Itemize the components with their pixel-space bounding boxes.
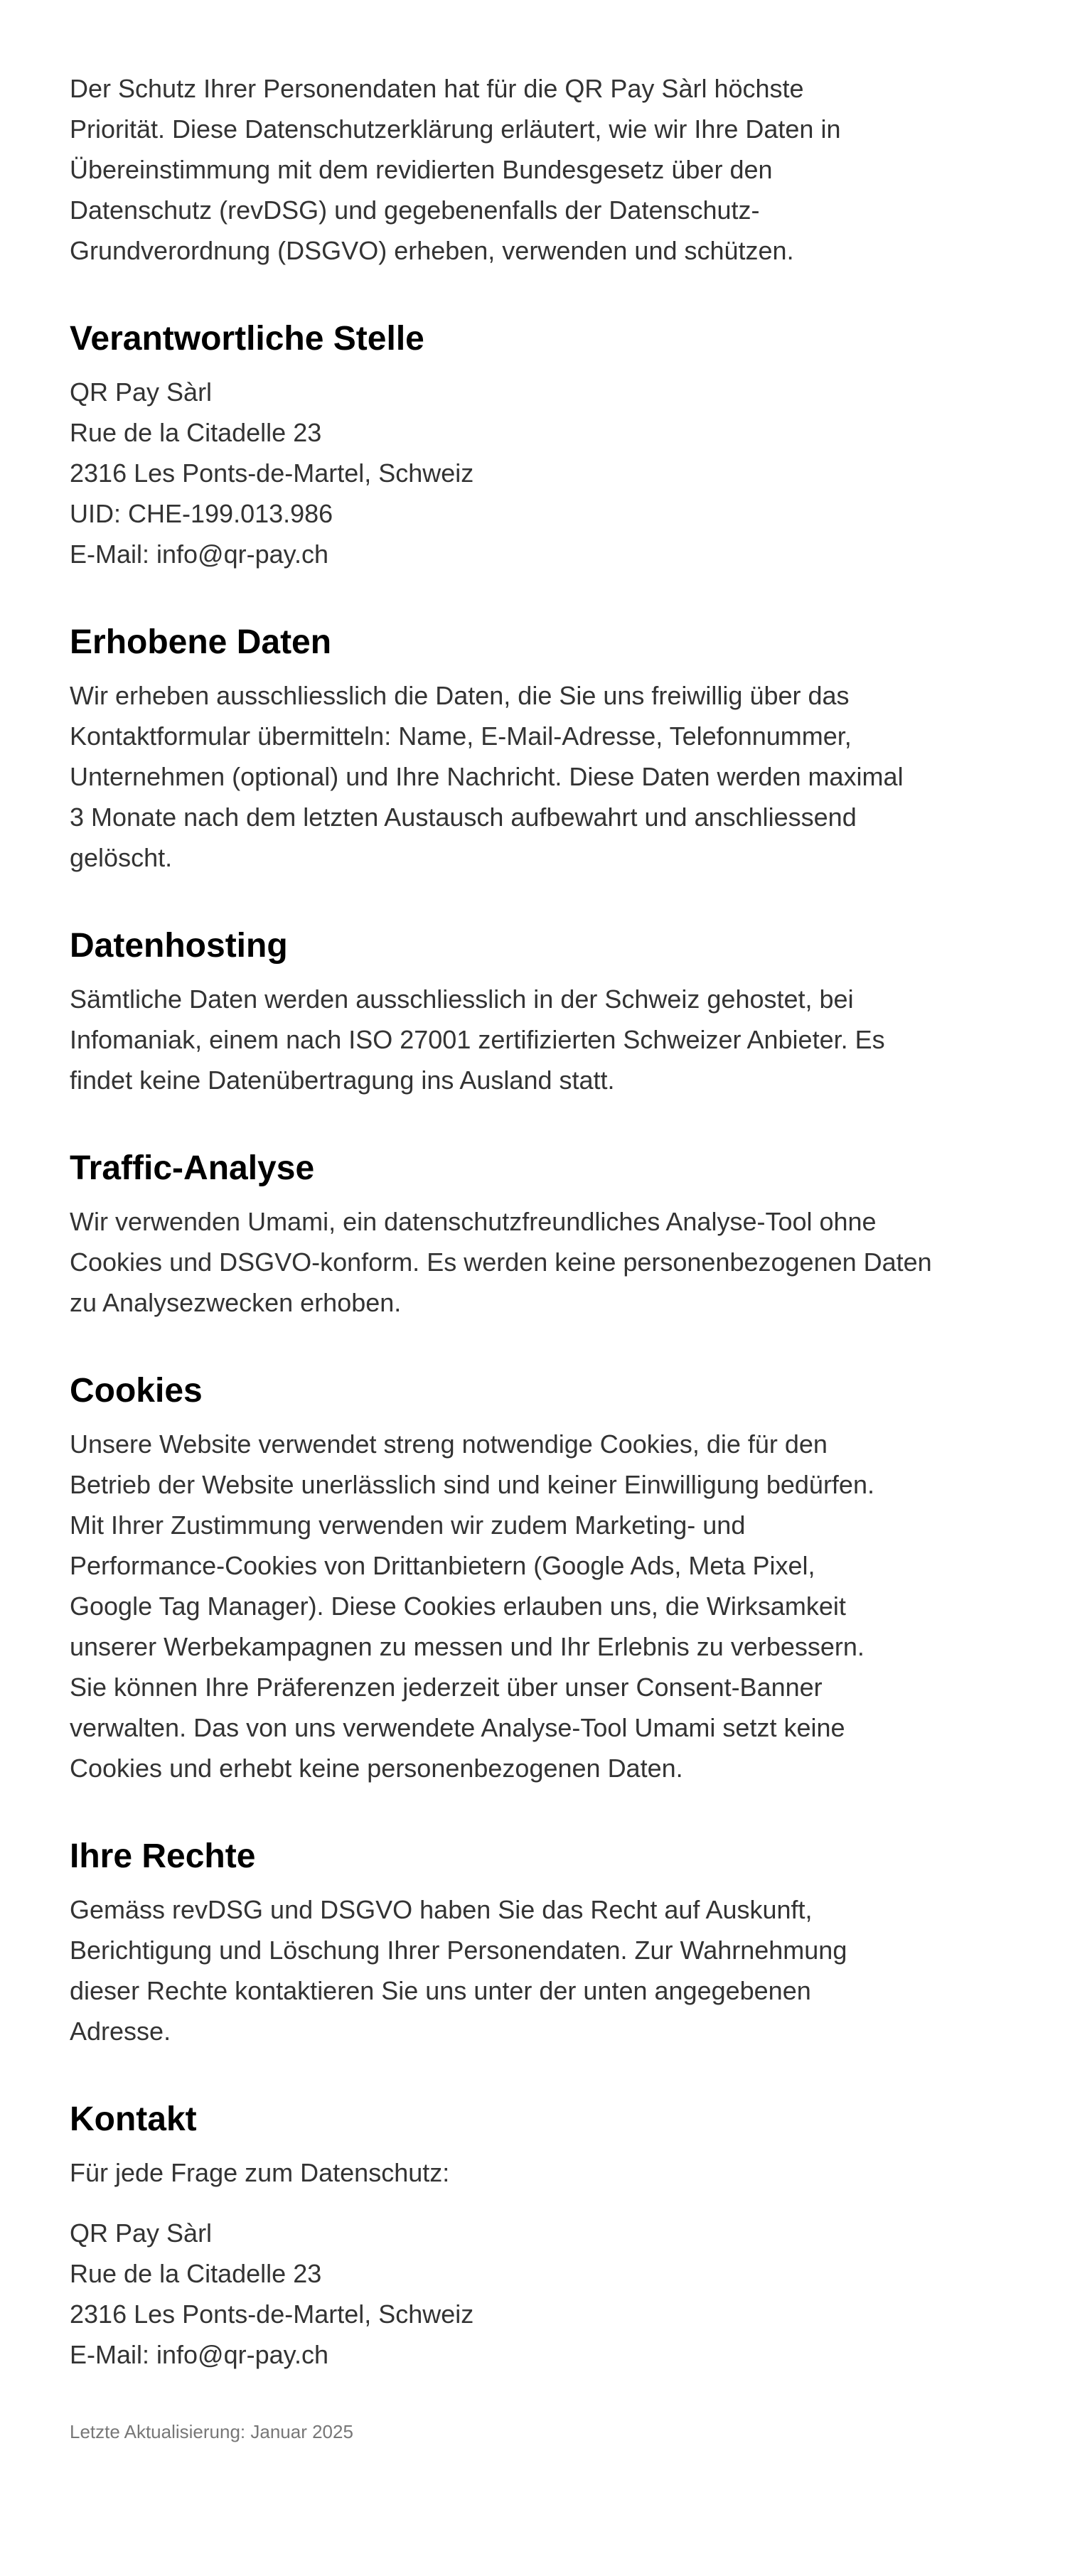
contact-email: E-Mail: info@qr-pay.ch: [70, 2340, 328, 2369]
hosting-heading: Datenhosting: [70, 927, 288, 965]
rights-text: Gemäss revDSG und DSGVO haben Sie das Recht auf Auskunft, Berichtigung und Löschung Ihrer Personendaten. Zur Wahrnehmung dieser Rechte kontaktieren Sie uns unter der unten angegebenen Adresse.: [70, 1895, 847, 2046]
contact-company: QR Pay Sàrl: [70, 2218, 213, 2248]
traffic-analysis-heading: Traffic-Analyse: [70, 1149, 315, 1187]
contact-address: [70, 2213, 965, 2375]
section-contact: [70, 2098, 965, 2375]
section-rights: [70, 1835, 965, 2051]
contact-heading: Kontakt: [70, 2100, 197, 2138]
contact-street: Rue de la Citadelle 23: [70, 2259, 322, 2288]
rights-heading: Ihre Rechte: [70, 1837, 256, 1875]
intro-paragraph: Der Schutz Ihrer Personendaten hat für die QR Pay Sàrl höchste Priorität. Diese Datenschutzerklärung erläutert, wie wir Ihre Daten in Übereinstimmung mit dem revidierten Bundesgesetz über den Datenschutz (revDSG) und gegebenenfalls der Datenschutz-Grundverordnung (DSGVO) erheben, verwenden und schützen.: [70, 74, 841, 265]
contact-intro: Für jede Frage zum Datenschutz:: [70, 2158, 450, 2187]
collected-data-text: Wir erheben ausschliesslich die Daten, die Sie uns freiwillig über das Kontaktformular übermitteln: Name, E-Mail-Adresse, Telefonnummer, Unternehmen (optional) und Ihre Nachricht. Diese Daten werden maximal 3 Monate nach dem letzten Austausch aufbewahrt und anschliessend gelöscht.: [70, 681, 904, 872]
controller-city: 2316 Les Ponts-de-Martel, Schweiz: [70, 458, 474, 488]
contact-city: 2316 Les Ponts-de-Martel, Schweiz: [70, 2299, 474, 2329]
controller-uid: UID: CHE-199.013.986: [70, 499, 333, 528]
controller-email: E-Mail: info@qr-pay.ch: [70, 540, 328, 569]
collected-data-heading: Erhobene Daten: [70, 623, 332, 661]
section-collected-data: [70, 621, 965, 878]
controller-address: [70, 372, 965, 574]
section-traffic-analysis: [70, 1147, 965, 1323]
section-hosting: [70, 925, 965, 1100]
controller-street: Rue de la Citadelle 23: [70, 418, 322, 447]
cookies-heading: Cookies: [70, 1372, 203, 1410]
cookies-text: Unsere Website verwendet streng notwendige Cookies, die für den Betrieb der Website unerlässlich sind und keiner Einwilligung bedürfen. Mit Ihrer Zustimmung verwenden wir zudem Marketing- und Performance-Cookies von Drittanbietern (Google Ads, Meta Pixel, Google Tag Manager). Diese Cookies erlauben uns, die Wirksamkeit unserer Werbekampagnen zu messen und Ihr Erlebnis zu verbessern. Sie können Ihre Präferenzen jederzeit über unser Consent-Banner verwalten. Das von uns verwendete Analyse-Tool Umami setzt keine Cookies und erhebt keine personenbezogenen Daten.: [70, 1429, 874, 1783]
hosting-text: Sämtliche Daten werden ausschliesslich in der Schweiz gehostet, bei Infomaniak, einem nach ISO 27001 zertifizierten Schweizer Anbieter. Es findet keine Datenübertragung ins Ausland statt.: [70, 984, 885, 1095]
controller-heading: Verantwortliche Stelle: [70, 320, 424, 358]
traffic-analysis-text: Wir verwenden Umami, ein datenschutzfreundliches Analyse-Tool ohne Cookies und DSGVO-konform. Es werden keine personenbezogenen Daten zu Analysezwecken erhoben.: [70, 1207, 932, 1317]
section-cookies: [70, 1370, 965, 1788]
section-controller: [70, 318, 965, 574]
controller-company: QR Pay Sàrl: [70, 377, 213, 407]
privacy-policy-content: [70, 68, 965, 2444]
last-updated-note: Letzte Aktualisierung: Januar 2025: [70, 2421, 353, 2442]
